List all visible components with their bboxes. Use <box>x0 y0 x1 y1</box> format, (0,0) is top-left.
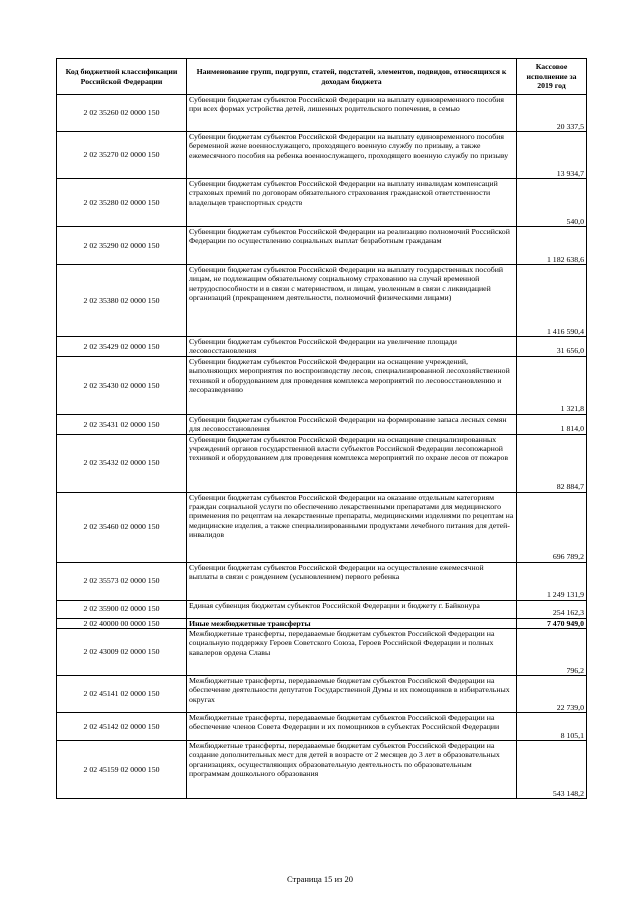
row-amount: 1 814,0 <box>517 414 587 434</box>
page-footer: Страница 15 из 20 <box>286 874 354 884</box>
row-name: Субвенции бюджетам субъектов Российской Федерации на оснащение учреждений, выполняющих мероприятия по воспроизводству лесов, специализированной лесохозяйственной техникой и оборудованием для проведения комплекса мероприятий по лесовосстановлению и лесоразведению <box>187 356 517 414</box>
row-name: Субвенции бюджетам субъектов Российской Федерации на увеличение площади лесовосстановления <box>187 337 517 357</box>
row-name: Субвенции бюджетам субъектов Российской Федерации на осуществление ежемесячной выплаты в связи с рождением (усыновлением) первого ребенка <box>187 562 517 600</box>
row-code: 2 02 35270 02 0000 150 <box>57 132 187 179</box>
row-name: Субвенции бюджетам субъектов Российской Федерации на выплату единовременного пособия беременной жене военнослужащего, проходящего военную службу по призыву, а также ежемесячного пособия на ребенка военнослужащего, проходящего военную службу по призыву <box>187 132 517 179</box>
table-row <box>57 629 587 676</box>
row-code: 2 02 45141 02 0000 150 <box>57 676 187 713</box>
table-row <box>57 434 587 492</box>
row-amount: 254 162,3 <box>517 600 587 618</box>
table-row <box>57 179 587 227</box>
row-code: 2 02 45159 02 0000 150 <box>57 741 187 799</box>
header-code: Код бюджетной классификации Российской Федерации <box>57 59 187 95</box>
table-row <box>57 356 587 414</box>
row-name: Единая субвенция бюджетам субъектов Российской Федерации и бюджету г. Байконура <box>187 600 517 618</box>
header-row <box>57 59 587 95</box>
row-amount: 31 656,0 <box>517 337 587 357</box>
row-name: Субвенции бюджетам субъектов Российской Федерации на выплату единовременного пособия при всех формах устройства детей, лишенных родительского попечения, в семью <box>187 95 517 132</box>
row-name: Субвенции бюджетам субъектов Российской Федерации на выплату государственных пособий лицам, не подлежащим обязательному социальному страхованию на случай временной нетрудоспособности и в связи с материнством, и лицам, уволенным в связи с ликвидацией организаций (прекращением деятельности, полномочий физическими лицами) <box>187 265 517 337</box>
table-row <box>57 741 587 799</box>
row-code: 2 02 35380 02 0000 150 <box>57 265 187 337</box>
row-code: 2 02 35432 02 0000 150 <box>57 434 187 492</box>
row-amount: 8 105,1 <box>517 713 587 741</box>
row-name: Субвенции бюджетам субъектов Российской Федерации на формирование запаса лесных семян для лесовосстановления <box>187 414 517 434</box>
table-row <box>57 132 587 179</box>
row-code: 2 02 35460 02 0000 150 <box>57 492 187 562</box>
row-amount: 540,0 <box>517 179 587 227</box>
row-amount: 1 249 131,9 <box>517 562 587 600</box>
row-amount: 696 789,2 <box>517 492 587 562</box>
row-amount: 82 884,7 <box>517 434 587 492</box>
row-name: Межбюджетные трансферты, передаваемые бюджетам субъектов Российской Федерации на обеспечение членов Совета Федерации и их помощников в субъектах Российской Федерации <box>187 713 517 741</box>
table-row <box>57 95 587 132</box>
table-row <box>57 492 587 562</box>
row-name: Субвенции бюджетам субъектов Российской Федерации на оснащение специализированных учреждений органов государственной власти субъектов Российской Федерации лесопожарной техникой и оборудованием для проведения комплекса мероприятий по охране лесов от пожаров <box>187 434 517 492</box>
row-code: 2 02 35430 02 0000 150 <box>57 356 187 414</box>
row-amount: 1 182 638,6 <box>517 227 587 265</box>
table-row <box>57 414 587 434</box>
row-code: 2 02 43009 02 0000 150 <box>57 629 187 676</box>
row-amount: 1 321,8 <box>517 356 587 414</box>
table-body <box>57 95 587 799</box>
row-code: 2 02 35900 02 0000 150 <box>57 600 187 618</box>
row-name: Иные межбюджетные трансферты <box>187 618 517 628</box>
row-amount: 543 148,2 <box>517 741 587 799</box>
row-code: 2 02 35429 02 0000 150 <box>57 337 187 357</box>
row-code: 2 02 35290 02 0000 150 <box>57 227 187 265</box>
row-name: Межбюджетные трансферты, передаваемые бюджетам субъектов Российской Федерации на обеспечение деятельности депутатов Государственной Думы и их помощников в избирательных округах <box>187 676 517 713</box>
table-row <box>57 618 587 628</box>
row-amount: 13 934,7 <box>517 132 587 179</box>
table-row <box>57 562 587 600</box>
header-name: Наименование групп, подгрупп, статей, подстатей, элементов, подвидов, относящихся к доходам бюджета <box>187 59 517 95</box>
row-name: Субвенции бюджетам субъектов Российской Федерации на оказание отдельным категориям граждан социальной услуги по обеспечению лекарственными препаратами для медицинского применения по рецептам на лекарственные препараты, медицинскими изделиями по рецептам на медицинские изделия, а также специализированными продуктами лечебного питания для детей-инвалидов <box>187 492 517 562</box>
table-row <box>57 676 587 713</box>
table-row <box>57 713 587 741</box>
row-name: Субвенции бюджетам субъектов Российской Федерации на выплату инвалидам компенсаций страховых премий по договорам обязательного страхования гражданской ответственности владельцев транспортных средств <box>187 179 517 227</box>
table-row <box>57 337 587 357</box>
row-name: Межбюджетные трансферты, передаваемые бюджетам субъектов Российской Федерации на социальную поддержку Героев Советского Союза, Героев Российской Федерации и полных кавалеров ордена Славы <box>187 629 517 676</box>
row-amount: 7 470 949,0 <box>517 618 587 628</box>
row-amount: 20 337,5 <box>517 95 587 132</box>
row-code: 2 02 45142 02 0000 150 <box>57 713 187 741</box>
row-amount: 22 739,0 <box>517 676 587 713</box>
budget-table <box>56 58 587 799</box>
row-code: 2 02 40000 00 0000 150 <box>57 618 187 628</box>
table-row <box>57 227 587 265</box>
row-code: 2 02 35280 02 0000 150 <box>57 179 187 227</box>
header-amount: Кассовое исполнение за 2019 год <box>517 59 587 95</box>
table-row <box>57 600 587 618</box>
row-amount: 1 416 590,4 <box>517 265 587 337</box>
row-amount: 796,2 <box>517 629 587 676</box>
row-name: Субвенции бюджетам субъектов Российской Федерации на реализацию полномочий Российской Федерации по осуществлению социальных выплат безработным гражданам <box>187 227 517 265</box>
row-name: Межбюджетные трансферты, передаваемые бюджетам субъектов Российской Федерации на создание дополнительных мест для детей в возрасте от 2 месяцев до 3 лет в образовательных организациях, осуществляющих образовательную деятельность по образовательным программам дошкольного образования <box>187 741 517 799</box>
row-code: 2 02 35573 02 0000 150 <box>57 562 187 600</box>
row-code: 2 02 35260 02 0000 150 <box>57 95 187 132</box>
row-code: 2 02 35431 02 0000 150 <box>57 414 187 434</box>
table-row <box>57 265 587 337</box>
